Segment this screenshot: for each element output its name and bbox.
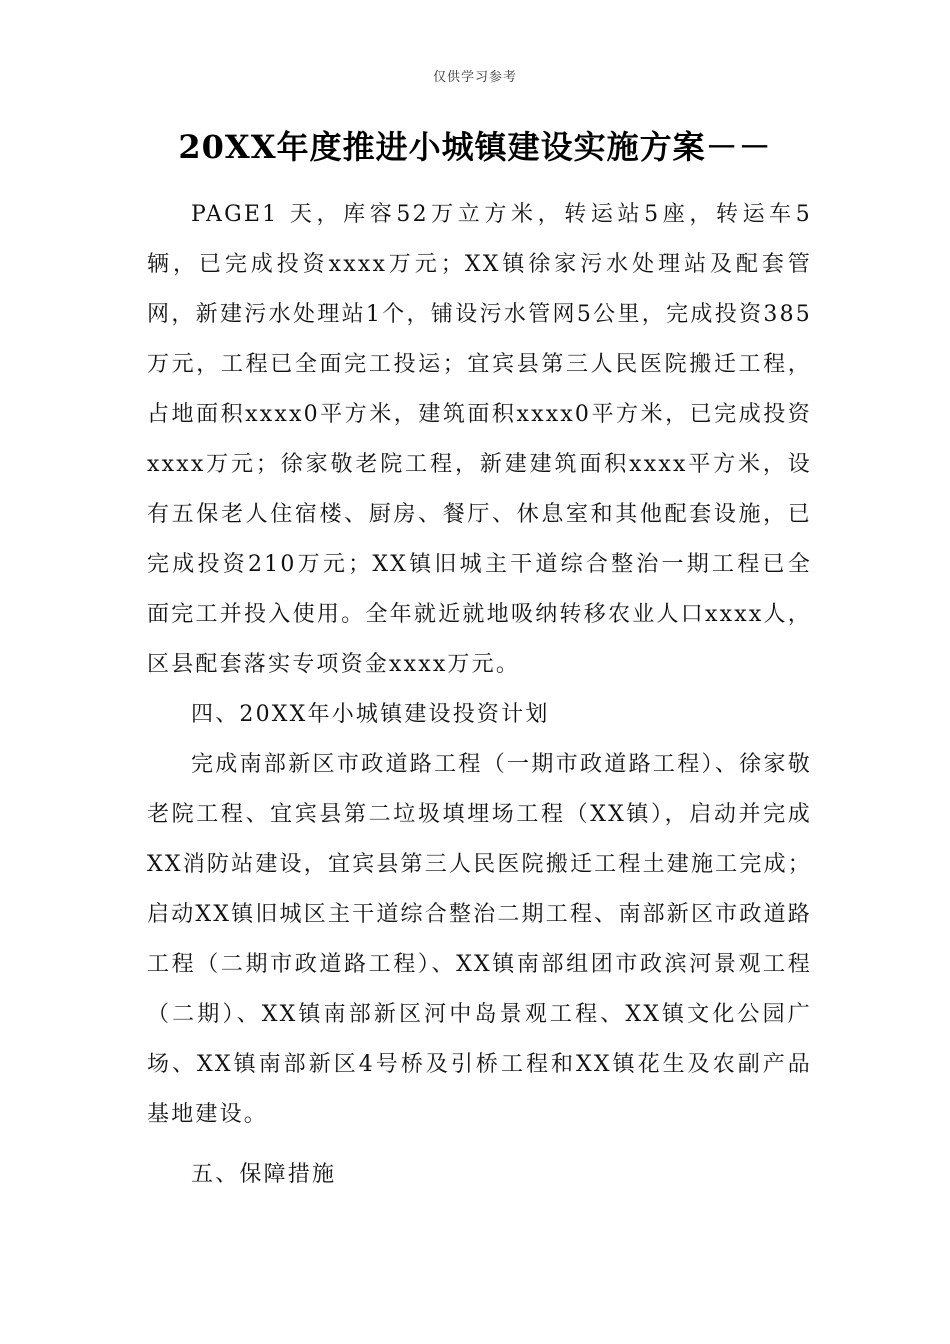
section-heading-investment-plan: 四、20XX年小城镇建设投资计划 xyxy=(191,702,550,727)
spacer xyxy=(147,1140,812,1150)
paragraph-investment-plan: 完成南部新区市政道路工程（一期市政道路工程）、徐家敬老院工程、宜宾县第二垃圾填埋场工程（XX镇），启动并完成XX消防站建设，宜宾县第三人民医院搬迁工程土建施工完成；启动XX镇旧城区主干道综合整治二期工程、南部新区市政道路工程（二期市政道路工程）、XX镇南部组团市政滨河景观工程（二期）、XX镇南部新区河中岛景观工程、XX镇文化公园广场、XX镇南部新区4号桥及引桥工程和XX镇花生及农副产品基地建设。 xyxy=(147,752,812,1127)
header-note: 仅供学习参考 xyxy=(432,70,517,85)
document-title: 20XX年度推进小城镇建设实施方案－－ xyxy=(178,128,772,166)
document-body xyxy=(147,190,812,1200)
section-heading-safeguards: 五、保障措施 xyxy=(191,1162,337,1187)
paragraph-progress: PAGE1 天，库容52万立方米，转运站5座，转运车5辆，已完成投资xxxx万元；XX镇徐家污水处理站及配套管网，新建污水处理站1个，铺设污水管网5公里，完成投资385万元，工程已全面完工投运；宜宾县第三人民医院搬迁工程，占地面积xxxx0平方米，建筑面积xxxx0平方米，已完成投资xxxx万元；徐家敬老院工程，新建建筑面积xxxx平方米，设有五保老人住宿楼、厨房、餐厅、休息室和其他配套设施，已完成投资210万元；XX镇旧城主干道综合整治一期工程已全面完工并投入使用。全年就近就地吸纳转移农业人口xxxx人，区县配套落实专项资金xxxx万元。 xyxy=(147,202,812,677)
